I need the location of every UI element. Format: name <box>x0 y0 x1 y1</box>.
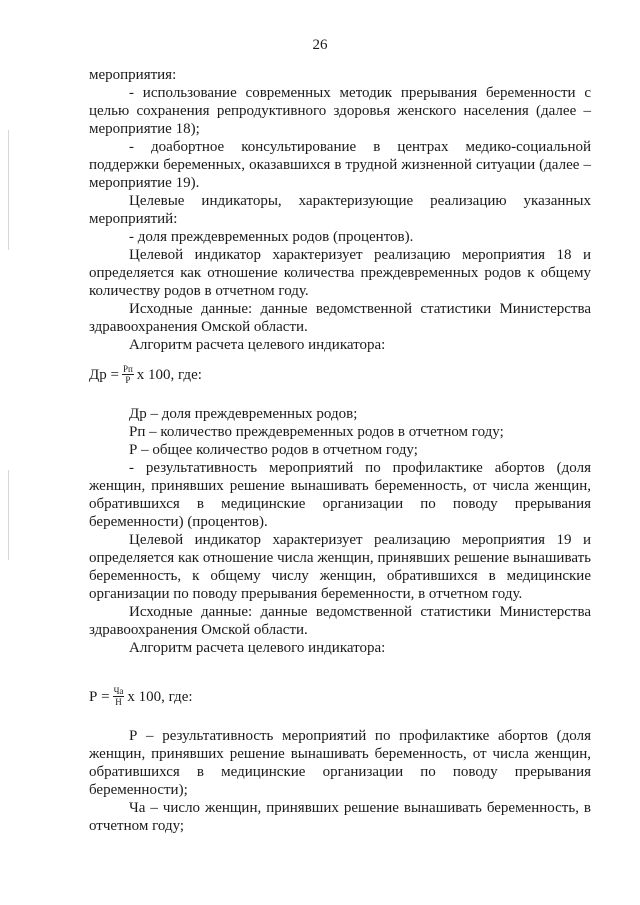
text-block-3 <box>89 727 591 835</box>
formula-denominator: Р <box>125 375 131 385</box>
paragraph: Рп – количество преждевременных родов в отчетном году; <box>129 424 504 440</box>
text-block-2 <box>89 405 591 657</box>
formula-lhs: Р = <box>89 688 110 705</box>
formula-rhs: х 100, где: <box>136 366 202 383</box>
paragraph: Алгоритм расчета целевого индикатора: <box>129 640 386 656</box>
paragraph: Др – доля преждевременных родов; <box>129 406 358 422</box>
formula-rhs: х 100, где: <box>127 688 193 705</box>
formula-numerator: Рп <box>122 364 133 374</box>
formula-numerator: Ча <box>113 686 124 696</box>
formula-fraction <box>113 686 125 707</box>
text-block-1 <box>89 66 591 354</box>
paragraph: Р – общее количество родов в отчетном году; <box>129 442 418 458</box>
paragraph: - доабортное консультирование в центрах медико-социальной поддержки беременных, оказавшихся в трудной жизненной ситуации (далее – мероприятие 19). <box>89 139 591 191</box>
paragraph: Целевые индикаторы, характеризующие реализацию указанных мероприятий: <box>89 193 591 227</box>
formula-fraction <box>122 364 134 385</box>
paragraph: Исходные данные: данные ведомственной статистики Министерства здравоохранения Омской области. <box>89 301 591 335</box>
paragraph: мероприятия: <box>89 67 177 83</box>
formula-denominator: Н <box>115 697 122 707</box>
scan-margin-mark <box>8 470 9 560</box>
paragraph: - использование современных методик прерывания беременности с целью сохранения репродуктивного здоровья женского населения (далее – мероприятие 18); <box>89 85 591 137</box>
formula-lhs: Др = <box>89 366 119 383</box>
paragraph: Р – результативность мероприятий по профилактике абортов (доля женщин, принявших решение вынашивать беременность, от числа женщин, обратившихся в медицинские организации по поводу прерывания беременности); <box>89 728 591 798</box>
scan-margin-mark <box>8 130 9 250</box>
page-number: 26 <box>312 37 328 53</box>
paragraph: - результативность мероприятий по профилактике абортов (доля женщин, принявших решение вынашивать беременность, от числа женщин, обратившихся в медицинские организации по поводу прерывания беременности) (процентов). <box>89 460 591 530</box>
formula-abortion-prevention-efficiency <box>89 686 193 707</box>
paragraph: Ча – число женщин, принявших решение вынашивать беременность, в отчетном году; <box>89 800 591 834</box>
paragraph: Алгоритм расчета целевого индикатора: <box>129 337 386 353</box>
paragraph: - доля преждевременных родов (процентов). <box>129 229 414 245</box>
paragraph: Исходные данные: данные ведомственной статистики Министерства здравоохранения Омской области. <box>89 604 591 638</box>
paragraph: Целевой индикатор характеризует реализацию мероприятия 19 и определяется как отношение числа женщин, принявших решение вынашивать беременность, к общему числу женщин, обратившихся в медицинские организации по поводу прерывания беременности, в отчетном году. <box>89 532 591 602</box>
paragraph: Целевой индикатор характеризует реализацию мероприятия 18 и определяется как отношение количества преждевременных родов к общему количеству родов в отчетном году. <box>89 247 591 299</box>
formula-preterm-birth-share <box>89 364 202 385</box>
